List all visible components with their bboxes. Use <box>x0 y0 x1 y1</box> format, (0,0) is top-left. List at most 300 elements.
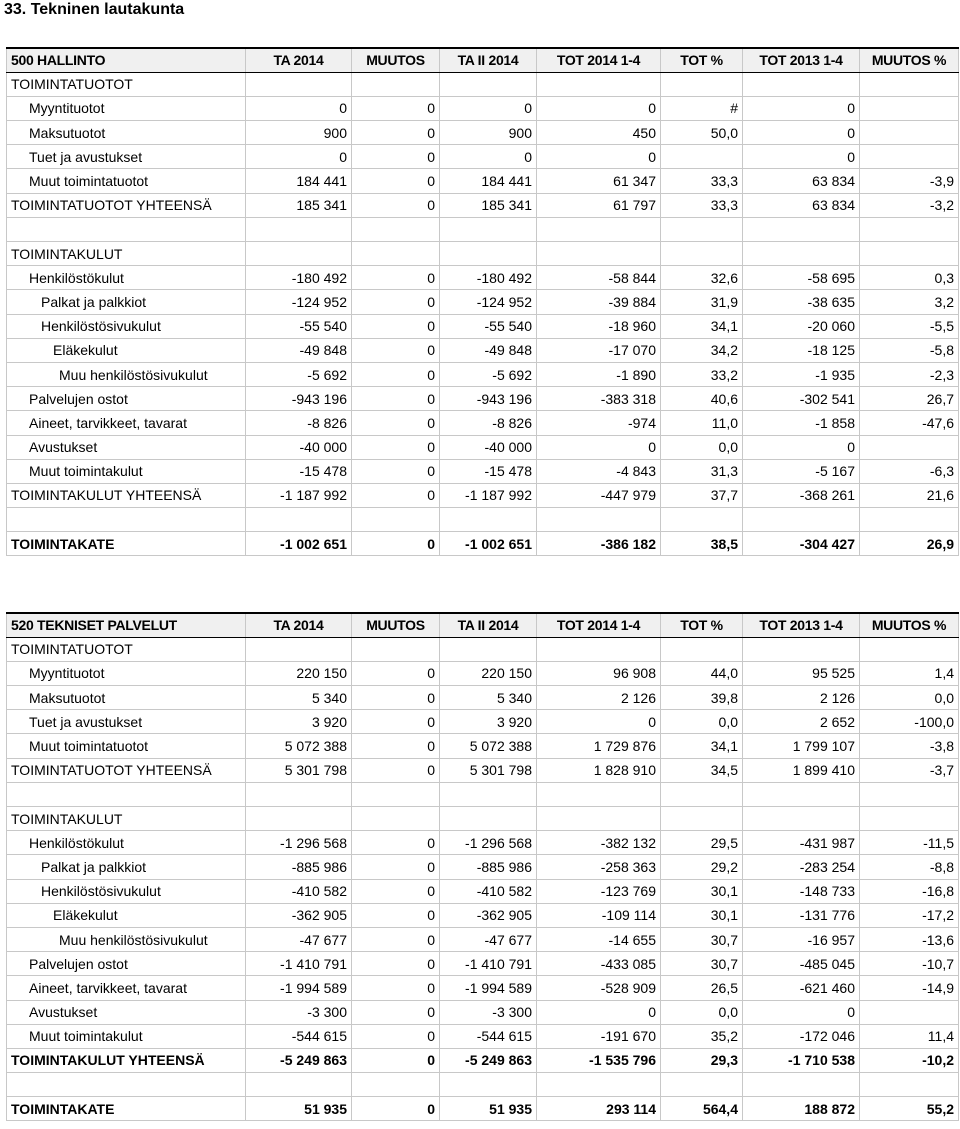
budget-table-500-hallinto <box>6 47 959 556</box>
cell-muutos: 0 <box>352 532 440 556</box>
row-label <box>7 782 246 806</box>
cell-muutos-percent: 1,4 <box>860 661 959 685</box>
cell-muutos: 0 <box>352 710 440 734</box>
cell-ta-ii-2014: -1 187 992 <box>440 483 537 507</box>
cell-muutos: 0 <box>352 879 440 903</box>
row-label: Myyntituotot <box>7 661 246 685</box>
cell-ta-2014: 3 920 <box>246 710 352 734</box>
cell-tot-percent: 38,5 <box>661 532 743 556</box>
cell-tot-2014-1-4: -191 670 <box>537 1024 661 1048</box>
cell-tot-2014-1-4: 0 <box>537 710 661 734</box>
cell-ta-2014: -410 582 <box>246 879 352 903</box>
cell-tot-percent: 40,6 <box>661 387 743 411</box>
cell-tot-percent <box>661 145 743 169</box>
cell-ta-2014: -943 196 <box>246 387 352 411</box>
cell-ta-2014: -544 615 <box>246 1024 352 1048</box>
cell-ta-2014 <box>246 637 352 661</box>
cell-tot-2014-1-4: 0 <box>537 96 661 120</box>
cell-ta-2014 <box>246 807 352 831</box>
table-row <box>7 508 959 532</box>
cell-muutos: 0 <box>352 314 440 338</box>
cell-tot-2014-1-4 <box>537 637 661 661</box>
row-label <box>7 217 246 241</box>
cell-tot-2013-1-4: 0 <box>743 1000 860 1024</box>
cell-ta-ii-2014: -5 692 <box>440 362 537 386</box>
cell-muutos-percent <box>860 121 959 145</box>
cell-muutos: 0 <box>352 96 440 120</box>
cell-ta-2014: 5 301 798 <box>246 758 352 782</box>
cell-muutos-percent: -3,9 <box>860 169 959 193</box>
row-label: Henkilöstökulut <box>7 266 246 290</box>
cell-muutos-percent <box>860 508 959 532</box>
cell-muutos: 0 <box>352 734 440 758</box>
cell-tot-percent: 30,7 <box>661 952 743 976</box>
column-header-muutos: MUUTOS <box>352 613 440 637</box>
row-label: TOIMINTATUOTOT <box>7 72 246 96</box>
cell-ta-ii-2014 <box>440 637 537 661</box>
cell-tot-2014-1-4: -382 132 <box>537 831 661 855</box>
cell-tot-percent: 50,0 <box>661 121 743 145</box>
table-row <box>7 411 959 435</box>
cell-tot-2013-1-4 <box>743 637 860 661</box>
cell-tot-percent <box>661 637 743 661</box>
table-row <box>7 532 959 556</box>
cell-tot-2014-1-4: 96 908 <box>537 661 661 685</box>
table-row <box>7 483 959 507</box>
table-row <box>7 314 959 338</box>
cell-ta-2014: 0 <box>246 145 352 169</box>
cell-tot-percent: 32,6 <box>661 266 743 290</box>
row-label: TOIMINTATUOTOT YHTEENSÄ <box>7 758 246 782</box>
cell-tot-2014-1-4: -1 890 <box>537 362 661 386</box>
cell-tot-2014-1-4: 0 <box>537 1000 661 1024</box>
cell-ta-ii-2014: -40 000 <box>440 435 537 459</box>
cell-muutos: 0 <box>352 435 440 459</box>
row-label: Maksutuotot <box>7 686 246 710</box>
cell-tot-2014-1-4: -1 535 796 <box>537 1048 661 1072</box>
row-label: Tuet ja avustukset <box>7 710 246 734</box>
column-header-ta-ii-2014: TA II 2014 <box>440 613 537 637</box>
column-header-tot-2013-1-4: TOT 2013 1-4 <box>743 48 860 72</box>
cell-muutos: 0 <box>352 1097 440 1121</box>
column-header-ta-ii-2014: TA II 2014 <box>440 48 537 72</box>
table-row <box>7 661 959 685</box>
cell-muutos-percent: 21,6 <box>860 483 959 507</box>
row-label: Muut toimintakulut <box>7 459 246 483</box>
table-row <box>7 903 959 927</box>
row-label: Eläkekulut <box>7 903 246 927</box>
cell-tot-2014-1-4: 0 <box>537 435 661 459</box>
cell-tot-2013-1-4: 188 872 <box>743 1097 860 1121</box>
cell-ta-2014: -55 540 <box>246 314 352 338</box>
cell-tot-2013-1-4 <box>743 807 860 831</box>
row-label: Muut toimintatuotot <box>7 169 246 193</box>
cell-ta-ii-2014: -47 677 <box>440 927 537 951</box>
table-row <box>7 637 959 661</box>
cell-tot-2013-1-4: -621 460 <box>743 976 860 1000</box>
cell-tot-2014-1-4: 1 828 910 <box>537 758 661 782</box>
row-label: Palkat ja palkkiot <box>7 855 246 879</box>
cell-ta-ii-2014: 51 935 <box>440 1097 537 1121</box>
cell-muutos: 0 <box>352 193 440 217</box>
cell-ta-2014: -49 848 <box>246 338 352 362</box>
cell-ta-2014: 0 <box>246 96 352 120</box>
cell-tot-percent <box>661 217 743 241</box>
cell-muutos: 0 <box>352 927 440 951</box>
cell-ta-2014: 5 340 <box>246 686 352 710</box>
cell-tot-2014-1-4: -17 070 <box>537 338 661 362</box>
column-header-muutos-percent: MUUTOS % <box>860 48 959 72</box>
cell-tot-2013-1-4: 0 <box>743 145 860 169</box>
column-header-tot-percent: TOT % <box>661 48 743 72</box>
cell-ta-ii-2014 <box>440 1073 537 1097</box>
cell-tot-2014-1-4: 2 126 <box>537 686 661 710</box>
column-header-label: 520 TEKNISET PALVELUT <box>7 613 246 637</box>
cell-ta-ii-2014: 0 <box>440 96 537 120</box>
table-row <box>7 1073 959 1097</box>
cell-ta-ii-2014: -1 296 568 <box>440 831 537 855</box>
table-row <box>7 734 959 758</box>
cell-ta-ii-2014: -410 582 <box>440 879 537 903</box>
cell-ta-ii-2014: -124 952 <box>440 290 537 314</box>
cell-tot-2013-1-4 <box>743 72 860 96</box>
table-row <box>7 952 959 976</box>
cell-tot-2014-1-4: -123 769 <box>537 879 661 903</box>
cell-muutos-percent: 0,3 <box>860 266 959 290</box>
cell-ta-2014 <box>246 72 352 96</box>
cell-muutos: 0 <box>352 169 440 193</box>
cell-muutos-percent: -5,8 <box>860 338 959 362</box>
cell-tot-percent <box>661 72 743 96</box>
cell-tot-2013-1-4: 1 799 107 <box>743 734 860 758</box>
cell-ta-2014: -15 478 <box>246 459 352 483</box>
cell-tot-percent <box>661 242 743 266</box>
cell-tot-2013-1-4: 63 834 <box>743 193 860 217</box>
cell-tot-percent: 39,8 <box>661 686 743 710</box>
cell-muutos: 0 <box>352 686 440 710</box>
row-label: Avustukset <box>7 1000 246 1024</box>
cell-tot-2013-1-4: -1 858 <box>743 411 860 435</box>
cell-tot-2014-1-4: 61 797 <box>537 193 661 217</box>
column-header-tot-2014-1-4: TOT 2014 1-4 <box>537 613 661 637</box>
cell-tot-percent: 33,3 <box>661 169 743 193</box>
cell-ta-2014: -8 826 <box>246 411 352 435</box>
cell-ta-ii-2014: 0 <box>440 145 537 169</box>
cell-tot-percent: 30,1 <box>661 903 743 927</box>
cell-tot-2014-1-4: -528 909 <box>537 976 661 1000</box>
cell-tot-2014-1-4: -18 960 <box>537 314 661 338</box>
cell-tot-2014-1-4: 293 114 <box>537 1097 661 1121</box>
row-label: Muut toimintakulut <box>7 1024 246 1048</box>
cell-muutos: 0 <box>352 338 440 362</box>
cell-muutos-percent: -6,3 <box>860 459 959 483</box>
cell-muutos: 0 <box>352 483 440 507</box>
cell-muutos: 0 <box>352 661 440 685</box>
cell-ta-ii-2014 <box>440 782 537 806</box>
cell-muutos <box>352 637 440 661</box>
cell-muutos-percent: -100,0 <box>860 710 959 734</box>
cell-muutos-percent <box>860 782 959 806</box>
cell-ta-2014: 184 441 <box>246 169 352 193</box>
cell-ta-ii-2014 <box>440 807 537 831</box>
cell-tot-2013-1-4: 0 <box>743 121 860 145</box>
cell-muutos: 0 <box>352 1048 440 1072</box>
cell-muutos <box>352 72 440 96</box>
cell-tot-2013-1-4: -18 125 <box>743 338 860 362</box>
cell-tot-2014-1-4 <box>537 72 661 96</box>
cell-muutos: 0 <box>352 976 440 1000</box>
cell-tot-percent: 0,0 <box>661 435 743 459</box>
table-row <box>7 145 959 169</box>
row-label <box>7 1073 246 1097</box>
cell-muutos-percent: -3,8 <box>860 734 959 758</box>
cell-tot-2013-1-4: -368 261 <box>743 483 860 507</box>
row-label: Henkilöstösivukulut <box>7 314 246 338</box>
budget-table-520-tekniset-palvelut <box>6 612 959 1121</box>
cell-muutos <box>352 508 440 532</box>
cell-muutos: 0 <box>352 290 440 314</box>
cell-muutos-percent <box>860 637 959 661</box>
cell-ta-2014 <box>246 782 352 806</box>
cell-tot-percent <box>661 1073 743 1097</box>
cell-tot-2014-1-4: -386 182 <box>537 532 661 556</box>
row-label: Henkilöstösivukulut <box>7 879 246 903</box>
cell-muutos: 0 <box>352 459 440 483</box>
cell-ta-ii-2014: -180 492 <box>440 266 537 290</box>
cell-tot-2014-1-4: -109 114 <box>537 903 661 927</box>
cell-muutos: 0 <box>352 362 440 386</box>
row-label: Palvelujen ostot <box>7 387 246 411</box>
cell-ta-ii-2014: -943 196 <box>440 387 537 411</box>
cell-muutos: 0 <box>352 1024 440 1048</box>
row-label: Avustukset <box>7 435 246 459</box>
table-row <box>7 121 959 145</box>
cell-ta-2014: -40 000 <box>246 435 352 459</box>
cell-ta-2014 <box>246 508 352 532</box>
cell-ta-2014: 185 341 <box>246 193 352 217</box>
cell-muutos-percent: -10,7 <box>860 952 959 976</box>
cell-tot-2014-1-4: 450 <box>537 121 661 145</box>
cell-muutos: 0 <box>352 145 440 169</box>
table-row <box>7 169 959 193</box>
cell-tot-2013-1-4: -131 776 <box>743 903 860 927</box>
cell-tot-2014-1-4: -383 318 <box>537 387 661 411</box>
cell-ta-2014: -1 187 992 <box>246 483 352 507</box>
table-row <box>7 290 959 314</box>
cell-ta-2014: -124 952 <box>246 290 352 314</box>
row-label: Muu henkilöstösivukulut <box>7 362 246 386</box>
cell-tot-2013-1-4: -485 045 <box>743 952 860 976</box>
column-header-tot-percent: TOT % <box>661 613 743 637</box>
cell-tot-2013-1-4: -58 695 <box>743 266 860 290</box>
cell-ta-ii-2014: 184 441 <box>440 169 537 193</box>
cell-muutos: 0 <box>352 758 440 782</box>
table-row <box>7 193 959 217</box>
cell-muutos <box>352 242 440 266</box>
table-row <box>7 807 959 831</box>
row-label: TOIMINTAKULUT <box>7 807 246 831</box>
row-label: Palkat ja palkkiot <box>7 290 246 314</box>
cell-ta-ii-2014: -362 905 <box>440 903 537 927</box>
cell-muutos-percent: 0,0 <box>860 686 959 710</box>
cell-tot-2013-1-4 <box>743 782 860 806</box>
cell-tot-2014-1-4: 0 <box>537 145 661 169</box>
cell-tot-2014-1-4: -14 655 <box>537 927 661 951</box>
cell-tot-percent: 31,9 <box>661 290 743 314</box>
cell-ta-2014: 51 935 <box>246 1097 352 1121</box>
cell-ta-ii-2014: -885 986 <box>440 855 537 879</box>
cell-muutos-percent: -14,9 <box>860 976 959 1000</box>
cell-tot-2014-1-4 <box>537 508 661 532</box>
table-row <box>7 758 959 782</box>
table-row <box>7 266 959 290</box>
cell-tot-2013-1-4: 0 <box>743 435 860 459</box>
row-label <box>7 508 246 532</box>
cell-muutos-percent <box>860 217 959 241</box>
column-header-tot-2014-1-4: TOT 2014 1-4 <box>537 48 661 72</box>
table-row <box>7 435 959 459</box>
cell-muutos-percent <box>860 96 959 120</box>
cell-tot-2013-1-4 <box>743 242 860 266</box>
cell-tot-2013-1-4: -20 060 <box>743 314 860 338</box>
cell-tot-2013-1-4: -5 167 <box>743 459 860 483</box>
cell-ta-ii-2014 <box>440 217 537 241</box>
cell-tot-2013-1-4: 95 525 <box>743 661 860 685</box>
cell-ta-ii-2014: -5 249 863 <box>440 1048 537 1072</box>
cell-tot-2013-1-4: -304 427 <box>743 532 860 556</box>
cell-muutos-percent: 55,2 <box>860 1097 959 1121</box>
cell-tot-percent: 31,3 <box>661 459 743 483</box>
table-row <box>7 1000 959 1024</box>
cell-ta-2014: -5 249 863 <box>246 1048 352 1072</box>
cell-muutos <box>352 1073 440 1097</box>
cell-ta-2014: -1 296 568 <box>246 831 352 855</box>
cell-ta-ii-2014: -1 002 651 <box>440 532 537 556</box>
cell-tot-2013-1-4: -431 987 <box>743 831 860 855</box>
cell-muutos: 0 <box>352 387 440 411</box>
column-header-tot-2013-1-4: TOT 2013 1-4 <box>743 613 860 637</box>
column-header-ta-2014: TA 2014 <box>246 613 352 637</box>
cell-tot-2014-1-4: -4 843 <box>537 459 661 483</box>
table-row <box>7 72 959 96</box>
cell-tot-percent <box>661 508 743 532</box>
cell-tot-percent: 564,4 <box>661 1097 743 1121</box>
cell-muutos: 0 <box>352 121 440 145</box>
cell-tot-2014-1-4: -258 363 <box>537 855 661 879</box>
cell-muutos-percent <box>860 1073 959 1097</box>
column-header-ta-2014: TA 2014 <box>246 48 352 72</box>
cell-muutos-percent <box>860 72 959 96</box>
cell-tot-2013-1-4: -1 710 538 <box>743 1048 860 1072</box>
cell-muutos <box>352 217 440 241</box>
cell-tot-2014-1-4: -447 979 <box>537 483 661 507</box>
cell-tot-2013-1-4 <box>743 1073 860 1097</box>
table-row <box>7 1048 959 1072</box>
cell-muutos: 0 <box>352 952 440 976</box>
cell-tot-2013-1-4: -148 733 <box>743 879 860 903</box>
table-row <box>7 879 959 903</box>
cell-ta-ii-2014: -49 848 <box>440 338 537 362</box>
cell-tot-2014-1-4: -433 085 <box>537 952 661 976</box>
cell-tot-2014-1-4: -58 844 <box>537 266 661 290</box>
table-row <box>7 459 959 483</box>
cell-tot-percent: 34,2 <box>661 338 743 362</box>
cell-tot-2014-1-4 <box>537 807 661 831</box>
cell-tot-percent: 37,7 <box>661 483 743 507</box>
cell-ta-ii-2014: 220 150 <box>440 661 537 685</box>
table-row <box>7 1024 959 1048</box>
row-label: Myyntituotot <box>7 96 246 120</box>
column-header-muutos-percent: MUUTOS % <box>860 613 959 637</box>
row-label: TOIMINTAKULUT <box>7 242 246 266</box>
cell-ta-ii-2014: 3 920 <box>440 710 537 734</box>
column-header-label: 500 HALLINTO <box>7 48 246 72</box>
cell-tot-2013-1-4: 1 899 410 <box>743 758 860 782</box>
cell-tot-percent: 29,5 <box>661 831 743 855</box>
table-row <box>7 710 959 734</box>
cell-ta-ii-2014: 5 340 <box>440 686 537 710</box>
cell-ta-ii-2014 <box>440 72 537 96</box>
cell-ta-2014: -1 410 791 <box>246 952 352 976</box>
cell-tot-percent: 29,2 <box>661 855 743 879</box>
cell-tot-percent: 33,3 <box>661 193 743 217</box>
cell-ta-ii-2014: -8 826 <box>440 411 537 435</box>
table-row <box>7 387 959 411</box>
row-label: Muut toimintatuotot <box>7 734 246 758</box>
cell-ta-ii-2014: -544 615 <box>440 1024 537 1048</box>
cell-tot-2013-1-4: 0 <box>743 96 860 120</box>
cell-ta-ii-2014: -3 300 <box>440 1000 537 1024</box>
row-label: TOIMINTAKATE <box>7 1097 246 1121</box>
row-label: Aineet, tarvikkeet, tavarat <box>7 976 246 1000</box>
cell-tot-percent: 34,1 <box>661 314 743 338</box>
cell-ta-2014: -5 692 <box>246 362 352 386</box>
cell-ta-2014: -885 986 <box>246 855 352 879</box>
cell-muutos-percent: -2,3 <box>860 362 959 386</box>
cell-ta-ii-2014: -15 478 <box>440 459 537 483</box>
cell-ta-2014: -362 905 <box>246 903 352 927</box>
cell-tot-2014-1-4: 61 347 <box>537 169 661 193</box>
table-row <box>7 217 959 241</box>
cell-tot-2013-1-4: -16 957 <box>743 927 860 951</box>
cell-muutos-percent <box>860 1000 959 1024</box>
table-row <box>7 782 959 806</box>
cell-ta-2014: -3 300 <box>246 1000 352 1024</box>
cell-tot-2013-1-4: 2 126 <box>743 686 860 710</box>
row-label: TOIMINTATUOTOT YHTEENSÄ <box>7 193 246 217</box>
cell-muutos-percent: -11,5 <box>860 831 959 855</box>
cell-muutos: 0 <box>352 1000 440 1024</box>
cell-muutos-percent: 11,4 <box>860 1024 959 1048</box>
table-row <box>7 338 959 362</box>
cell-muutos-percent: -47,6 <box>860 411 959 435</box>
cell-muutos-percent: 26,7 <box>860 387 959 411</box>
cell-ta-ii-2014: -1 410 791 <box>440 952 537 976</box>
cell-tot-2014-1-4 <box>537 1073 661 1097</box>
cell-tot-percent: 34,5 <box>661 758 743 782</box>
row-label: Palvelujen ostot <box>7 952 246 976</box>
cell-muutos-percent: 3,2 <box>860 290 959 314</box>
cell-tot-2014-1-4: 1 729 876 <box>537 734 661 758</box>
cell-tot-percent: 11,0 <box>661 411 743 435</box>
cell-muutos-percent: -8,8 <box>860 855 959 879</box>
cell-tot-2014-1-4: -974 <box>537 411 661 435</box>
table-row <box>7 831 959 855</box>
row-label: Tuet ja avustukset <box>7 145 246 169</box>
cell-tot-2013-1-4: -172 046 <box>743 1024 860 1048</box>
cell-tot-2013-1-4: -302 541 <box>743 387 860 411</box>
row-label: Maksutuotot <box>7 121 246 145</box>
